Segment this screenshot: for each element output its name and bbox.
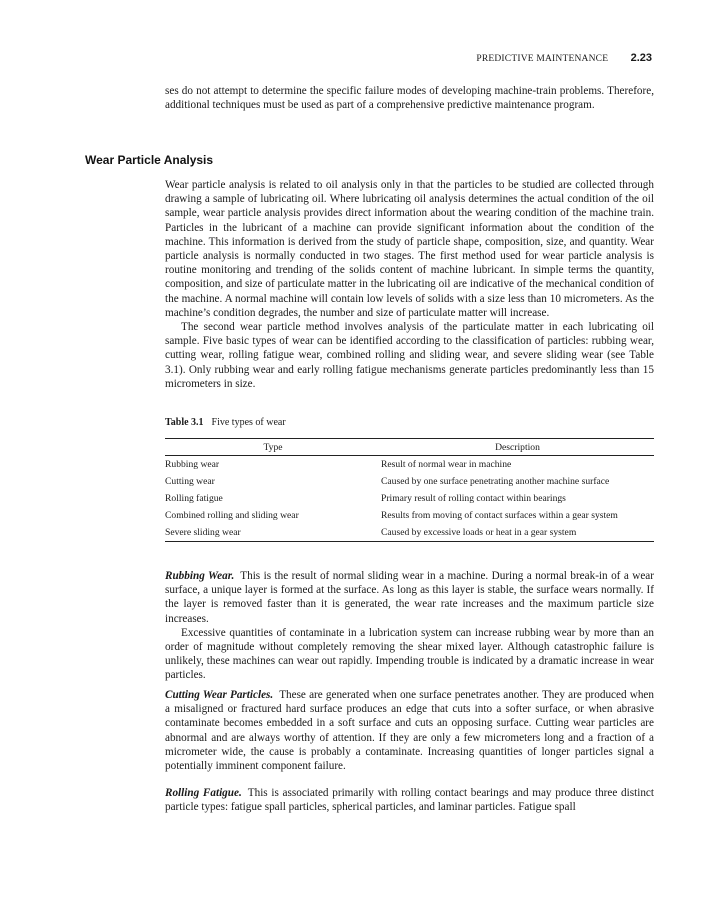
rolling-fatigue-text: This is associated primarily with rolling contact bearings and may produce three distinct particle types: fatigue spall particles, spherical particles, and laminar particles. Fatigue spall bbox=[165, 787, 654, 814]
intro-paragraph-block bbox=[165, 84, 654, 112]
rubbing-wear-heading: Rubbing Wear. bbox=[165, 570, 235, 582]
rubbing-wear-paragraph-2: Excessive quantities of contaminate in a lubrication system can increase rubbing wear by more than an order of magnitude without completely removing the shear mixed layer. Although catastrophic failure is unlikely, these machines can wear out rapidly. Impending trouble is indicated by a dramatic increase in wear particles. bbox=[165, 626, 654, 682]
cutting-wear-section bbox=[165, 688, 654, 773]
table-row bbox=[165, 490, 654, 507]
table-cell-type: Rubbing wear bbox=[165, 459, 220, 470]
table-label: Table 3.1 bbox=[165, 417, 204, 428]
column-header-description: Description bbox=[495, 442, 540, 453]
table-cell-description: Caused by excessive loads or heat in a gear system bbox=[381, 527, 577, 538]
rubbing-wear-paragraph bbox=[165, 569, 654, 626]
cutting-wear-text: These are generated when one surface penetrates another. They are produced when a misaligned or fractured hard surface produces an edge that cuts into a softer surface, or when abrasive contaminate becomes embedded in a soft surface and cuts an opposing surface. Cutting wear particles are abnormal and are always worthy of attention. If they are only a few micrometers long and a fraction of a micrometer wide, the cause is probably a contaminate. Increasing quantities of longer particles signal a potentially imminent component failure. bbox=[165, 689, 654, 773]
table-cell-description: Primary result of rolling contact within bearings bbox=[381, 493, 566, 504]
table-cell-type: Severe sliding wear bbox=[165, 527, 241, 538]
table-cell-type: Rolling fatigue bbox=[165, 493, 223, 504]
page-number: 2.23 bbox=[630, 52, 652, 64]
body-paragraph: The second wear particle method involves analysis of the particulate matter in each lubricating oil sample. Five basic types of wear can be identified according to the classification of particles: rubbing wear, cutting wear, rolling fatigue wear, combined rolling and sliding wear, and severe sliding wear (see Table 3.1). Only rubbing wear and early rolling fatigue mechanisms generate particles predominantly less than 15 micrometers in size. bbox=[165, 321, 654, 390]
cutting-wear-heading: Cutting Wear Particles. bbox=[165, 689, 274, 701]
running-header bbox=[0, 52, 652, 64]
table-row bbox=[165, 524, 654, 542]
section-heading: Wear Particle Analysis bbox=[85, 153, 214, 167]
rolling-fatigue-heading: Rolling Fatigue. bbox=[165, 787, 242, 799]
table-caption-text: Five types of wear bbox=[211, 417, 286, 428]
table-cell-description: Result of normal wear in machine bbox=[381, 459, 512, 470]
table-cell-type: Cutting wear bbox=[165, 476, 215, 487]
intro-paragraph: ses do not attempt to determine the specific failure modes of developing machine-train problems. Therefore, additional techniques must be used as part of a comprehensive predictive maintenance program. bbox=[165, 85, 654, 112]
rubbing-wear-text: This is the result of normal sliding wear in a machine. During a normal break-in of a wear surface, a unique layer is formed at the surface. As long as this layer is stable, the surface wears normally. If the layer is removed faster than it is generated, the wear rate increases and the maximum particle size increases. bbox=[165, 570, 655, 625]
column-header-type: Type bbox=[263, 442, 283, 453]
wear-types-table bbox=[165, 438, 654, 542]
body-paragraph: Wear particle analysis is related to oil analysis only in that the particles to be studied are collected through drawing a sample of lubricating oil. Where lubricating oil analysis determines the actual condition of the oil sample, wear particle analysis provides direct information about the wearing condition of the machine train. Particles in the lubricant of a machine can provide significant information about the condition of the machine. This information is derived from the study of particle shape, composition, size, and quantity. Wear particle analysis is normally conducted in two stages. The first method used for wear particle analysis is routine monitoring and trending of the solids content of machine lubricant. In simple terms the quantity, composition, and size of particulate matter in the lubricating oil are indicative of the mechanical condition of the machine. A normal machine will contain low levels of solids with a size less than 10 micrometers. As the machine’s condition degrades, the number and size of particulate matter will increase. bbox=[165, 179, 654, 319]
table-row bbox=[165, 473, 654, 490]
rubbing-wear-section bbox=[165, 569, 654, 683]
cutting-wear-paragraph bbox=[165, 688, 654, 773]
table-cell-description: Results from moving of contact surfaces within a gear system bbox=[381, 510, 618, 521]
table-row bbox=[165, 456, 654, 474]
running-title: PREDICTIVE MAINTENANCE bbox=[476, 54, 609, 64]
table-cell-description: Caused by one surface penetrating another machine surface bbox=[381, 476, 610, 487]
rolling-fatigue-section bbox=[165, 786, 654, 814]
section-body bbox=[165, 178, 654, 391]
rolling-fatigue-paragraph bbox=[165, 786, 654, 814]
table-cell-type: Combined rolling and sliding wear bbox=[165, 510, 299, 521]
table-header-row bbox=[165, 439, 654, 456]
table-row bbox=[165, 507, 654, 524]
table-caption bbox=[165, 417, 286, 428]
